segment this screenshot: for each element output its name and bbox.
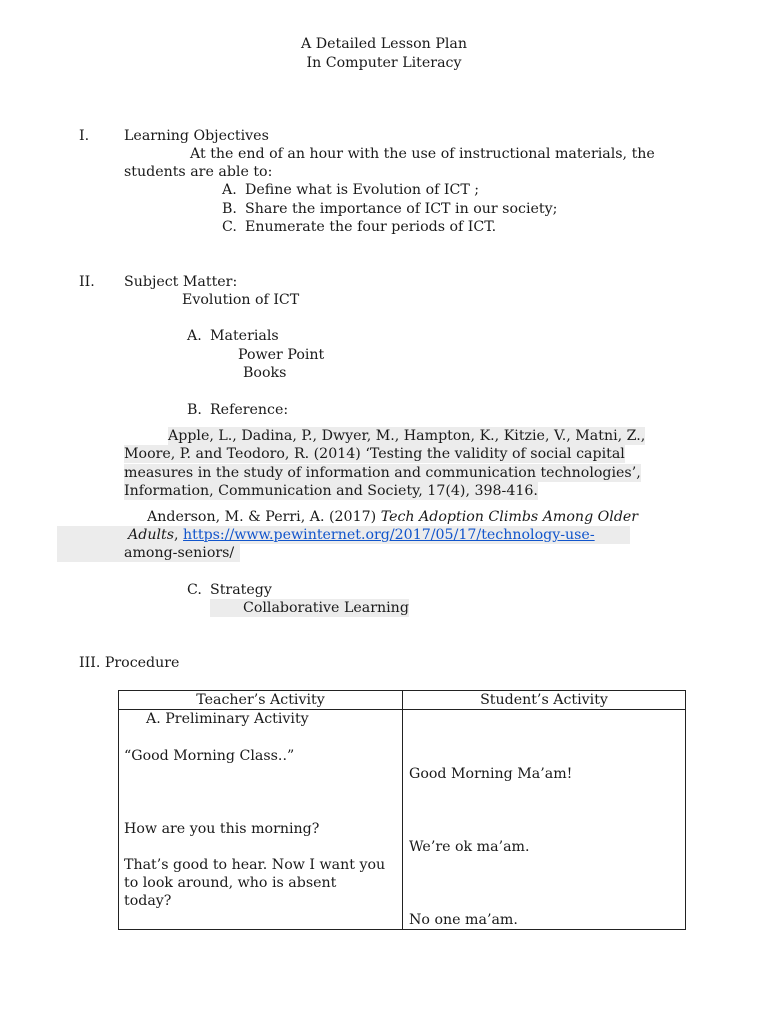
reference2-title-line1: Tech Adoption Climbs Among Older bbox=[380, 509, 639, 525]
section2-topic: Evolution of ICT bbox=[182, 292, 300, 308]
section1-intro-line1: At the end of an hour with the use of instructional materials, the bbox=[190, 146, 655, 162]
student-line-no-one: No one ma’am. bbox=[409, 912, 518, 928]
materials-label: Materials bbox=[210, 328, 279, 344]
objective-b-text: Share the importance of ICT in our society; bbox=[245, 201, 558, 217]
strategy-value: Collaborative Learning bbox=[210, 599, 409, 617]
teacher-activity-cell bbox=[119, 710, 403, 930]
reference2-comma: , bbox=[174, 527, 179, 543]
section2-numeral: II. bbox=[79, 274, 95, 290]
objective-a-text: Define what is Evolution of ICT ; bbox=[245, 182, 480, 198]
reference2-line3 bbox=[57, 544, 240, 562]
procedure-table-row bbox=[119, 710, 686, 930]
teacher-line-greeting: “Good Morning Class..” bbox=[124, 748, 295, 764]
reference1-line4: Information, Communication and Society, 17(4), 398-416. bbox=[124, 483, 538, 499]
materials-item-books: Books bbox=[243, 365, 287, 381]
section1-intro-line2: students are able to: bbox=[124, 164, 273, 180]
section2-heading: Subject Matter: bbox=[124, 274, 238, 290]
strategy-letter: C. bbox=[187, 582, 202, 598]
procedure-table bbox=[118, 690, 686, 930]
objective-c-letter: C. bbox=[222, 219, 237, 235]
reference-label: Reference: bbox=[210, 402, 289, 418]
section1-heading: Learning Objectives bbox=[124, 128, 269, 144]
student-activity-cell bbox=[403, 710, 686, 930]
teacher-line-preliminary: A. Preliminary Activity bbox=[146, 711, 309, 727]
student-activity-header: Student’s Activity bbox=[403, 691, 686, 710]
reference2-line2 bbox=[57, 526, 630, 544]
teacher-line-absent-1: That’s good to hear. Now I want you bbox=[124, 857, 386, 873]
teacher-activity-header: Teacher’s Activity bbox=[119, 691, 403, 710]
doc-title-line2: In Computer Literacy bbox=[306, 55, 462, 71]
student-line-greeting: Good Morning Ma’am! bbox=[409, 766, 573, 782]
teacher-line-how-are-you: How are you this morning? bbox=[124, 821, 320, 837]
reference2-url-link[interactable]: https://www.pewinternet.org/2017/05/17/technology-use- bbox=[183, 527, 595, 543]
section3-heading: III. Procedure bbox=[79, 655, 180, 671]
teacher-line-absent-3: today? bbox=[124, 893, 172, 909]
objective-a-letter: A. bbox=[222, 182, 237, 198]
reference1-line1: Apple, L., Dadina, P., Dwyer, M., Hampton, K., Kitzie, V., Matni, Z., bbox=[168, 428, 646, 444]
strategy-label: Strategy bbox=[210, 582, 272, 598]
reference-letter: B. bbox=[187, 402, 202, 418]
reference1-line2: Moore, P. and Teodoro, R. (2014) ‘Testing the validity of social capital bbox=[124, 446, 625, 462]
reference2-title-line2: Adults bbox=[128, 527, 174, 543]
objective-b-letter: B. bbox=[222, 201, 237, 217]
procedure-table-header-row bbox=[119, 691, 686, 710]
materials-letter: A. bbox=[187, 328, 202, 344]
reference2-line1 bbox=[147, 508, 638, 526]
reference2-url-continuation: among-seniors/ bbox=[124, 545, 235, 561]
reference2-authors: Anderson, M. & Perri, A. (2017) bbox=[147, 509, 377, 525]
student-line-ok: We’re ok ma’am. bbox=[409, 839, 530, 855]
teacher-line-absent-2: to look around, who is absent bbox=[124, 875, 337, 891]
reference1-line3: measures in the study of information and communication technologies’, bbox=[124, 465, 641, 481]
objective-c-text: Enumerate the four periods of ICT. bbox=[245, 219, 497, 235]
doc-title-line1: A Detailed Lesson Plan bbox=[301, 36, 467, 52]
section1-numeral: I. bbox=[79, 128, 90, 144]
materials-item-powerpoint: Power Point bbox=[238, 347, 325, 363]
